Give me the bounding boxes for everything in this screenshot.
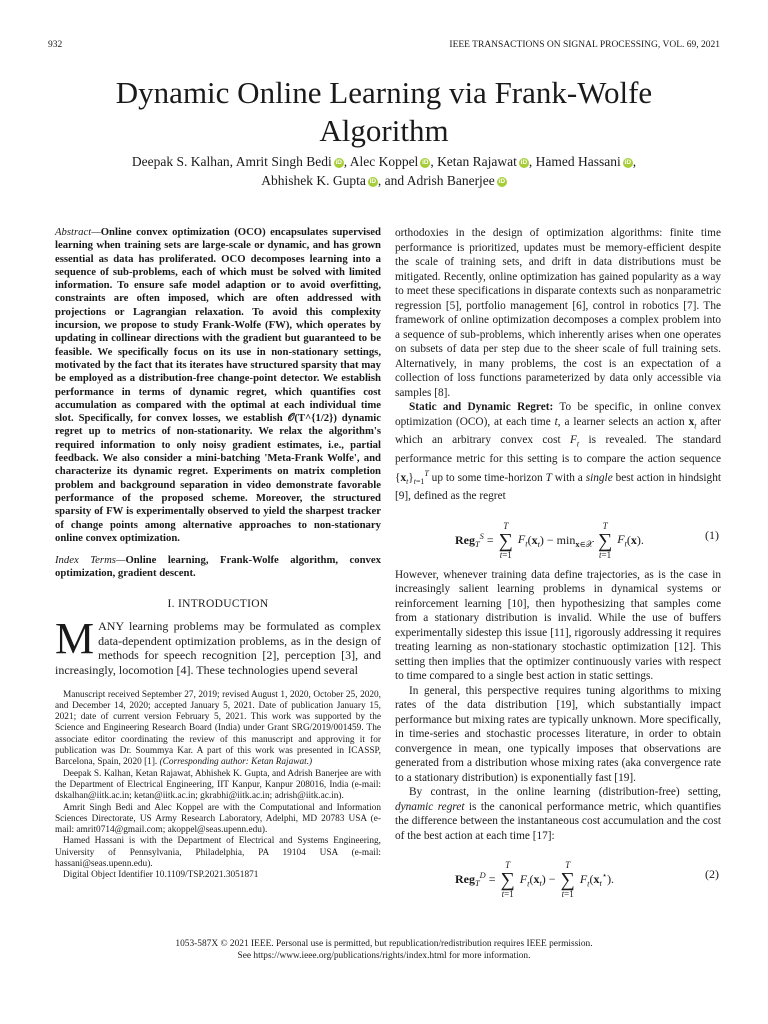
orcid-icon[interactable]: iD	[520, 159, 528, 166]
sum-symbol: T ∑ t=1	[560, 860, 575, 900]
intro-text: learning problems may be formulated as complex data-dependent optimization problems, as in the design of methods for speech recognition [2], perception [3], and increasingly, locomotion [4]. These technologies upend several	[55, 619, 381, 677]
right-paragraph-2: Static and Dynamic Regret: To be specific, in online convex optimization (OCO), at each time t, a learner selects an action $x_t$ after which an arbitrary convex cost $F_t$ is revealed. The standard performance metric for this setting is to compare the action sequence $\{x_t\}_{t=1}^T$ up to some time-horizon T with a single best action in hindsight [9], defined as the regret	[395, 401, 722, 503]
author-names-4: , Hamed Hassani	[528, 154, 621, 169]
author-names-5: ,	[632, 154, 637, 169]
text-run: is the canonical performance metric, which quantifies the difference between the instantaneous cost accumulation and the cost of the best action at each time [17]:	[395, 800, 721, 842]
equation-2	[395, 851, 721, 899]
corresponding-author: (Corresponding author: Ketan Rajawat.)	[159, 757, 313, 768]
equation-number: (1)	[705, 527, 719, 542]
orcid-icon[interactable]: iD	[369, 178, 377, 185]
copyright-line-1: 1053-587X © 2021 IEEE. Personal use is permitted, but republication/redistribution requires IEEE permission.	[175, 939, 593, 949]
title-line-2: Algorithm	[319, 113, 449, 148]
right-paragraph-5	[395, 785, 721, 843]
text-run: best action in hindsight [9], defined as the regret	[395, 471, 721, 503]
sum-symbol: T ∑ t=1	[498, 520, 513, 560]
sum-symbol: T ∑ t=1	[500, 860, 515, 900]
orcid-icon[interactable]: iD	[335, 159, 342, 166]
index-terms	[55, 554, 381, 581]
sum-symbol: T ∑ t=1	[597, 520, 613, 560]
author-names-7: , and Adrish Banerjee	[377, 173, 495, 188]
text-run: , a learner selects an action	[557, 415, 689, 428]
right-paragraph-3: However, whenever training data define trajectories, as is the case in increasingly salient learning problems in dynamical systems or reinforcement learning [10], then hypothesizing that samples come from a stationary distribution is invalid. While the use of buffers experimentally sidestep this issue [11], rigorously addressing it requires treating learning as non-stationary stochastic optimization [12]. This setting then implies that the optimizer continuously varies with respect to time compared to a single best action in static settings.	[395, 568, 721, 683]
equation-1-body: Reg$_T^S$ = T ∑ t=1 $F_t(x_t) - \min_{x\in 𝒳} T$ ∑ t=1 $F_t(x)$.	[455, 520, 644, 560]
abstract-text: Online convex optimization (OCO) encapsulates supervised learning when training sets are large-scale or dynamic, and has grown essential as data has proliferated. OCO decomposes learning into a sequence of sub-problems, each of which must be solved with limited information. To ensure safe model adaption or to avoid overfitting, constraints are often imposed, which are often addressed with projections or Lagrangian relaxation. To avoid this complexity incursion, we propose to study Frank-Wolfe (FW), which operates by updating in collinear directions with the gradient but guaranteed to be feasible. We specifically focus on its use in non-stationary settings, motivated by the fact that its iterates have structured sparsity that may be employed as a distribution-free change-point detector. We establish performance in terms of dynamic regret, which quantifies cost accumulation as compared with the optimal at each individual time slot. Specifically, for convex losses, we establish 𝒪(T^{1/2}) dynamic regret up to metrics of non-stationarity. We relax the algorithm's required information to only noisy gradient estimates, i.e., partial feedback. We also consider a mini-batching 'Meta-Frank Wolfe', and characterize its dynamic regret. Experiments on matrix completion problem and background separation in video demonstrate favorable performance of the proposed scheme. Moreover, the structured sparsity of FW is experimentally observed to yield the sharpest tracker of change points among alternative approaches to non-stationary online convex optimization.	[55, 226, 381, 544]
footnote-doi: Digital Object Identifier 10.1109/TSP.2021.3051871	[63, 870, 259, 881]
author-list	[70, 152, 698, 190]
single-emphasis: single	[585, 471, 613, 484]
drop-cap: M	[55, 614, 95, 664]
regret-heading: Static and Dynamic Regret:	[409, 401, 554, 413]
right-paragraph-4: In general, this perspective requires tuning algorithms to mixing rates of the data distribution [19], which substantially impact performance but mixing rates are typically unknown. More specifically, in time-series and stochastic processes literature, in order to obtain convergence in mean, one typically imposes that observations are generated from a distribution whose mixing rates (aka convergence rate to a stationary distribution) is exponentially fast [19].	[395, 684, 721, 784]
text-run: up to some time-horizon	[428, 471, 546, 484]
intro-first-word: ANY	[98, 619, 124, 634]
text-run: with a	[551, 471, 586, 484]
abstract-lead: Abstract—	[55, 226, 101, 238]
author-names-3: , Ketan Rajawat	[430, 154, 517, 169]
text-run: after which an arbitrary convex cost	[395, 415, 722, 447]
index-terms-lead: Index Terms—	[55, 554, 126, 567]
author-names-6: Abhishek K. Gupta	[261, 173, 366, 188]
footnote-affiliation-3: Hamed Hassani is with the Department of Electrical and Systems Engineering, University of Pennsylvania, Philadelphia, PA 19104 USA (e-mail: hassani@seas.upenn.edu).	[55, 836, 381, 870]
dynamic-regret-emphasis: dynamic regret	[395, 800, 465, 813]
text-run: To be specific, in online convex optimization (OCO), at each time	[395, 401, 722, 428]
section-heading: I. INTRODUCTION	[167, 597, 269, 610]
author-names-2: , Alec Koppel	[343, 154, 419, 169]
intro-paragraph	[55, 614, 381, 677]
footnote-affiliation-2: Amrit Singh Bedi and Alec Koppel are with the Computational and Information Sciences Directorate, US Army Research Laboratory, Adelphi, MD 20783 USA (e-mail: amrit0714@gmail.com; akoppel@seas.upenn.edu).	[55, 802, 381, 836]
copyright-notice	[0, 938, 768, 962]
equation-2-body: Reg$_T^D$ = T ∑ t=1 $F_t(x_t) - T$ ∑ t=1 $F_t(x_t^⋆)$.	[455, 860, 615, 900]
orcid-icon[interactable]: iD	[624, 159, 632, 166]
footnote-manuscript-text: Manuscript received September 27, 2019; revised August 1, 2020, October 25, 2020, and December 14, 2020; accepted January 5, 2021. Date of publication January 15, 2021; date of current version February 5, 2021. This work was supported by the Science and Engineering Research Board (India) under Grant SRG/2019/001459. The associate editor coordinating the review of this manuscript and approving it for publication was Dr. Soummya Kar. A part of this work was presented in ICASSP, Barcelona, Spain, 2020 [1].	[55, 689, 381, 768]
equation-1	[395, 512, 721, 560]
abstract	[55, 226, 381, 545]
orcid-icon[interactable]: iD	[498, 178, 506, 185]
title-line-1: Dynamic Online Learning via Frank-Wolfe	[115, 75, 653, 110]
left-column	[55, 226, 381, 882]
footnote-manuscript	[55, 690, 381, 769]
copyright-line-2: See https://www.ieee.org/publications/rights/index.html for more information.	[237, 951, 531, 961]
right-paragraph-1: orthodoxies in the design of optimization algorithms: finite time performance is prioritized, updates must be memory-efficient despite the scale of training sets, and drift in data distributions must be mitigated. Recently, online optimization has gained popularity as a way to meet these specifications in disparate contexts such as nonparametric regression [5], portfolio management [6], control in robotics [7]. The framework of online optimization decomposes a complex problem into a sequence of sub-problems, which inherently arises when one operates on subsets of data per step due to the sheer scale of full training sets. Alternatively, in many problems, the cost is an expectation of a collection of loss functions parameterized by data only accessible via samples [8].	[395, 227, 721, 399]
text-run: By contrast, in the online learning (distribution-free) setting,	[409, 786, 721, 799]
journal-header: IEEE TRANSACTIONS ON SIGNAL PROCESSING, VOL. 69, 2021	[449, 40, 720, 50]
page-number: 932	[48, 40, 63, 50]
index-terms-text: Online learning, Frank-Wolfe algorithm, convex optimization, gradient descent.	[55, 554, 381, 580]
paper-title	[60, 74, 708, 150]
equation-number: (2)	[705, 867, 719, 882]
footnote	[55, 690, 381, 882]
text-run: is revealed. The standard performance metric for this setting is to compare the action sequence	[395, 434, 721, 465]
footnote-affiliation-1: Deepak S. Kalhan, Ketan Rajawat, Abhishek K. Gupta, and Adrish Banerjee are with the Department of Electrical Engineering, IIT Kanpur, Kanpur 208016, India (e-mail: dskalhan@iitk.ac.in; ketan@iitk.ac.in; gkrabhi@iitk.ac.in; adrish@iitk.ac.in).	[55, 768, 381, 802]
right-column	[395, 226, 721, 907]
author-names-1: Deepak S. Kalhan, Amrit Singh Bedi	[131, 154, 332, 169]
orcid-icon[interactable]: iD	[422, 159, 429, 166]
